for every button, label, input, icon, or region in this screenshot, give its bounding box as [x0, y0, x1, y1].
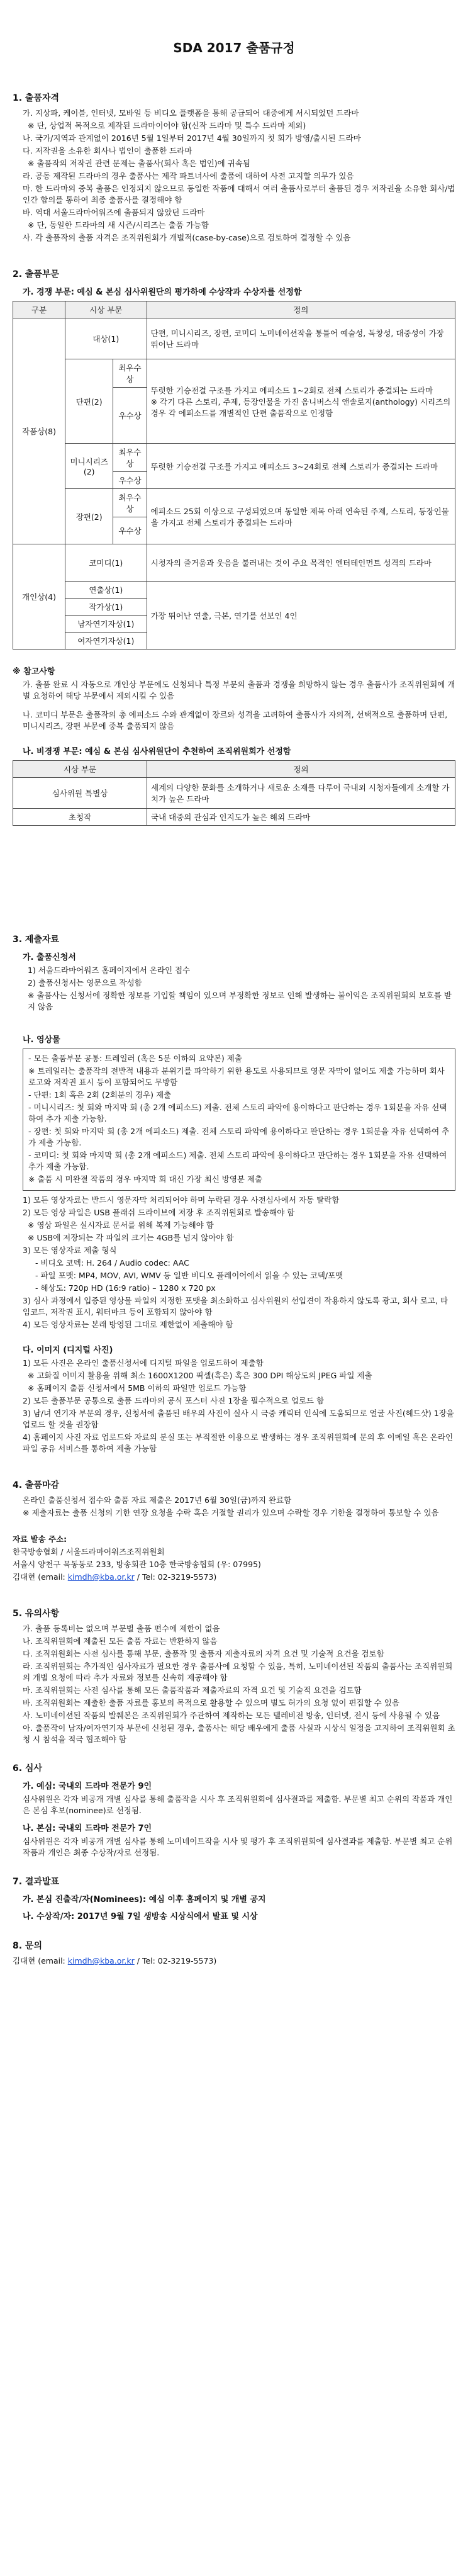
category-cell: 개인상(4)	[13, 544, 65, 650]
paragraph: 심사위원은 각자 비공개 개별 심사를 통해 노미네이트작을 시사 및 평가 후 조직위원회에 심사결과를 제출함. 부문별 최고 순위 작품과 개인은 최종 수상작/자로 선정됨.	[23, 1836, 453, 1857]
paragraph: 나. 조직위원회에 제출된 모든 출품 자료는 반환하지 않음	[23, 1636, 218, 1646]
paragraph: 심사위원은 각자 비공개 개별 심사를 통해 출품작을 시사 후 조직위원회에 심사결과를 제출함. 부문별 최고 순위의 작품과 개인은 본심 후보(nominee)로 선정됨.	[23, 1794, 453, 1815]
section-heading: 4. 출품마감	[13, 1480, 60, 1490]
section-heading: 1. 출품자격	[13, 93, 60, 103]
paragraph: 나. 국가/지역과 관계없이 2016년 5월 1일부터 2017년 4월 30일까지 첫 회가 방영/출시된 드라마	[23, 133, 361, 143]
award-cell: 대상(1)	[65, 318, 147, 359]
definition-text: 뚜렷한 기승전결 구조를 가지고 에피소드 1~2회로 전체 스토리가 종결되는 드라마	[150, 385, 433, 395]
paragraph: 4) 홈페이지 사진 자료 업로드와 자료의 분실 또는 부적절한 이용으로 발생하는 경우 조직위원회에 문의 후 이메일 혹은 온라인 파일 공유 서비스를 통하여 제출 가능함	[23, 1432, 454, 1453]
paragraph: 라. 공동 제작된 드라마의 경우 출품사는 제작 파트너사에 출품에 대하여 사전 고지할 의무가 있음	[23, 171, 354, 181]
award-cell: 장편(2)	[65, 489, 113, 544]
paragraph: 2) 모든 영상 파일은 USB 플래쉬 드라이브에 저장 후 조직위원회로 발송해야 함	[23, 1208, 295, 1217]
contact-line	[13, 1572, 455, 1583]
box-line: - 코미디: 첫 회와 마지막 회 (총 2개 에피소드) 제출. 전체 스토리 파악에 용이하다고 판단하는 경우 1회분을 자유 선택하여 추가 제출 가능함.	[28, 1150, 447, 1171]
subheading: 가. 예심: 국내외 드라마 전문가 9인	[23, 1782, 152, 1791]
subheading: 가. 경쟁 부문: 예심 & 본심 심사위원단의 평가하에 수상작과 수상자를 선정함	[23, 288, 302, 297]
award-cell: 코미디(1)	[65, 544, 147, 582]
definition-cell: 가장 뛰어난 연출, 극본, 연기를 선보인 4인	[147, 582, 455, 650]
paragraph: 바. 조직위원회는 제출한 출품 자료를 홍보의 목적으로 활용할 수 있으며 별도 허가의 요청 없이 편집할 수 있음	[23, 1698, 399, 1707]
grade-cell: 우수상	[113, 472, 147, 489]
box-line: ※ 트레일러는 출품작의 전반적 내용과 분위기를 파악하기 위한 용도로 사용되므로 영문 자막이 없어도 제출 가능하며 회사 로고와 저작권 표시 등이 포함되어도 무방함	[28, 1066, 445, 1087]
contact-line	[13, 1955, 455, 1967]
award-cell: 초청작	[13, 809, 147, 826]
award-cell: 심사위원 특별상	[13, 778, 147, 809]
email-link[interactable]: kimdh@kba.or.kr	[67, 1956, 135, 1966]
subheading: 나. 본심: 국내외 드라마 전문가 7인	[23, 1824, 152, 1833]
note: ※ USB에 저장되는 각 파일의 크기는 4GB를 넘지 않아야 함	[28, 1233, 234, 1242]
section-eligibility	[13, 91, 455, 244]
paragraph: 1) 서울드라마어워즈 홈페이지에서 온라인 접수	[28, 965, 191, 975]
section-heading: 8. 문의	[13, 1941, 42, 1951]
section-categories	[13, 267, 455, 826]
paragraph: 나. 코미디 부문은 출품작의 총 에피소드 수와 관계없이 장르와 성격을 고려하여 출품사가 자의적, 선택적으로 출품하며 단편, 미니시리즈, 장편 부문에 중복 출품되지 않음	[23, 710, 448, 731]
non-competition-table	[13, 760, 455, 826]
paragraph: 1) 모든 영상자료는 반드시 영문자막 처리되어야 하며 누락된 경우 사전심사에서 자동 탈락함	[23, 1195, 340, 1205]
col-header: 구분	[13, 301, 65, 318]
grade-cell: 우수상	[113, 517, 147, 544]
grade-cell: 최우수상	[113, 444, 147, 472]
email-link[interactable]: kimdh@kba.or.kr	[67, 1572, 135, 1582]
paragraph: 다. 저작권을 소유한 회사나 법인이 출품한 드라마	[23, 146, 192, 155]
subheading: 나. 영상물	[23, 1035, 60, 1045]
paragraph: 사. 각 출품작의 출품 자격은 조직위원회가 개별적(case-by-case)으로 검토하여 결정할 수 있음	[23, 233, 351, 242]
box-line: - 미니시리즈: 첫 회와 마지막 회 (총 2개 에피소드) 제출. 전체 스토리 파악에 용이하다고 판단하는 경우 1회분을 자유 선택하여 추가 제출 가능함.	[28, 1103, 447, 1123]
note-heading: ※ 참고사항	[13, 667, 55, 677]
paragraph: 3) 모든 영상자료 제출 형식	[23, 1246, 117, 1255]
col-header: 정의	[147, 301, 455, 318]
subheading: 나. 수상작/자: 2017년 9월 7일 생방송 시상식에서 발표 및 시상	[23, 1912, 258, 1921]
paragraph: 1) 모든 사진은 온라인 출품신청서에 디지털 파일을 업로드하여 제출함	[23, 1358, 264, 1368]
section-results	[13, 1875, 455, 1921]
note: ※ 제출자료는 출품 신청의 기한 연장 요청을 수락 혹은 거절할 권리가 있으며 수락할 경우 기한을 결정하여 통보할 수 있음	[23, 1508, 439, 1517]
note: ※ 단, 동일한 드라마의 새 시즌/시리즈는 출품 가능함	[28, 220, 209, 230]
contact-suffix: / Tel: 02-3219-5573)	[134, 1572, 217, 1582]
award-cell: 연출상(1)	[65, 582, 147, 599]
award-cell: 단편(2)	[65, 359, 113, 444]
address-heading: 자료 발송 주소:	[13, 1534, 67, 1544]
grade-cell: 최우수상	[113, 359, 147, 388]
box-line: - 단편: 1회 혹은 2회 (2회분의 경우) 제출	[28, 1090, 172, 1100]
spec-line: - 비디오 코덱: H. 264 / Audio codec: AAC	[35, 1258, 189, 1268]
paragraph: 사. 노미네이션된 작품의 발췌본은 조직위원회가 주관하여 제작하는 모든 텔레비전 방송, 인터넷, 전시 등에 사용될 수 있음	[23, 1711, 440, 1720]
paragraph: 3) 심사 과정에서 입증된 영상물 파일의 지정한 포맷을 최소화하고 심사위원의 선입견이 작용하지 않도록 광고, 회사 로고, 타임코드, 저작권 표시, 워터마크 등이 포함되지 않아야 함	[23, 1296, 448, 1317]
definition-cell: 시청자의 즐거움과 웃음을 불러내는 것이 주요 목적인 엔터테인먼트 성격의 드라마	[147, 544, 455, 582]
competition-table	[13, 301, 455, 650]
definition-cell: 뚜렷한 기승전결 구조를 가지고 에피소드 3~24회로 전체 스토리가 종결되는 드라마	[147, 444, 455, 489]
note: ※ 출품사는 신청서에 정확한 정보를 기입할 책임이 있으며 부정확한 정보로 인해 발생하는 불이익은 조직위원회의 보호를 받지 않음	[28, 991, 452, 1011]
grade-cell: 최우수상	[113, 489, 147, 517]
paragraph: 바. 역대 서울드라마어워즈에 출품되지 않았던 드라마	[23, 208, 205, 217]
definition-cell: 단편, 미니시리즈, 장편, 코미디 노미네이션작을 통틀어 예술성, 독창성, 대중성이 가장 뛰어난 드라마	[147, 318, 455, 359]
page-title: SDA 2017 출품규정	[173, 40, 295, 55]
box-line: ※ 출품 시 미완결 작품의 경우 마지막 회 대신 가장 최신 방영분 제출	[28, 1174, 263, 1184]
paragraph: 3) 남/녀 연기자 부문의 경우, 신청서에 출품된 배우의 사진이 실사 시 극중 캐릭터 인식에 도움되므로 얼굴 사진(헤드샷) 1장을 업로드 할 것을 권장함	[23, 1409, 454, 1429]
grade-cell: 우수상	[113, 388, 147, 444]
section-heading: 5. 유의사항	[13, 1609, 60, 1619]
section-heading: 7. 결과발표	[13, 1877, 60, 1887]
col-header: 정의	[147, 761, 455, 778]
subheading: 가. 본심 진출작/자(Nominees): 예심 이후 홈페이지 및 개별 공지	[23, 1895, 266, 1904]
section-heading: 6. 심사	[13, 1763, 42, 1774]
contact-prefix: 김대현 (email:	[13, 1956, 68, 1966]
definition-note: ※ 각기 다른 스토리, 주제, 등장인물을 가진 옴니버스식 앤솔로지(anthology) 시리즈의 경우 각 에피소드를 개별적인 단편 출품작으로 인정함	[150, 397, 451, 418]
contact-prefix: 김대현 (email:	[13, 1572, 68, 1582]
paragraph: 가. 지상파, 케이블, 인터넷, 모바일 등 비디오 플랫폼을 통해 공급되어 대중에게 서시되었던 드라마	[23, 108, 359, 118]
definition-cell: 세계의 다양한 문화를 소개하거나 새로운 소재를 다루어 국내외 시청자들에게 소개할 가치가 높은 드라마	[147, 778, 455, 809]
section-heading: 2. 출품부문	[13, 269, 60, 279]
subheading: 나. 비경쟁 부문: 예심 & 본심 심사위원단이 추천하여 조직위원회가 선정함	[23, 747, 291, 756]
award-cell: 여자연기자상(1)	[65, 633, 147, 650]
award-cell: 남자연기자상(1)	[65, 616, 147, 633]
address-line: 한국방송협회 / 서울드라마어워즈조직위원회	[13, 1547, 165, 1556]
col-header: 시상 부문	[65, 301, 147, 318]
col-header: 시상 부문	[13, 761, 147, 778]
subheading: 가. 출품신청서	[23, 953, 76, 962]
note: ※ 출품작의 저작권 관련 문제는 출품사(회사 혹은 법인)에 귀속됨	[28, 159, 250, 168]
definition-cell: 에피소드 25회 이상으로 구성되었으며 동일한 제목 아래 연속된 주제, 스토리, 등장인물을 가지고 전체 스토리가 종결되는 드라마	[147, 489, 455, 544]
definition-cell: 국내 대중의 관심과 인지도가 높은 해외 드라마	[147, 809, 455, 826]
paragraph: 가. 출품 완료 시 자동으로 개인상 부문에도 신청되나 특정 부문의 출품과 경쟁을 희망하지 않는 경우 출품사가 조직위원회에 개별 요청하여 해당 부문에서 제외시킬 수 있음	[23, 680, 455, 700]
award-cell: 작가상(1)	[65, 599, 147, 616]
paragraph: 2) 출품신청서는 영문으로 작성함	[28, 978, 142, 987]
category-cell: 작품상(8)	[13, 318, 65, 544]
box-line: - 장편: 첫 회와 마지막 회 (총 2개 에피소드) 제출. 전체 스토리 파악에 용이하다고 판단하는 경우 1회분을 자유 선택하여 추가 제출 가능함.	[28, 1127, 450, 1147]
address-line: 서울시 양천구 목동동로 233, 방송회관 10층 한국방송협회 (우: 07995)	[13, 1560, 261, 1569]
spec-line: - 해상도: 720p HD (16:9 ratio) – 1280 x 720 px	[35, 1283, 216, 1293]
paragraph: 마. 조직위원회는 사전 심사를 통해 모든 출품작품과 제출자료의 자격 요건 및 기술적 요건을 검토함	[23, 1685, 362, 1695]
section-notes	[13, 1607, 455, 1745]
section-submission	[13, 933, 455, 1454]
spec-line: - 파일 포맷: MP4, MOV, AVI, WMV 등 일반 비디오 플레이어에서 읽을 수 있는 코덱/포맷	[35, 1271, 343, 1280]
section-judging	[13, 1762, 455, 1859]
section-heading: 3. 제출자료	[13, 935, 60, 945]
paragraph: 2) 모든 출품부문 공통으로 출품 드라마의 공식 포스터 사진 1장을 필수적으로 업로드 함	[23, 1396, 325, 1405]
note: ※ 홈페이지 출품 신청서에서 5MB 이하의 파일만 업로드 가능함	[28, 1383, 247, 1393]
paragraph: 마. 한 드라마의 중복 출품은 인정되지 않으므로 동일한 작품에 대해서 여러 출품사로부터 출품된 경우 저작권을 소유한 회사/법인간 합의를 통하여 최종 출품사를 결정해야 함	[23, 184, 455, 205]
paragraph: 아. 출품작이 남자/여자연기자 부문에 신청된 경우, 출품사는 해당 배우에게 출품 사실과 시상식 일정을 고지하여 조직위원회 초청 시 참석을 적극 협조해야 함	[23, 1723, 455, 1744]
definition-cell	[147, 359, 455, 444]
contact-suffix: / Tel: 02-3219-5573)	[134, 1956, 217, 1966]
note: ※ 고화질 이미지 활용을 위해 최소 1600X1200 픽셀(혹은) 혹은 300 DPI 해상도의 JPEG 파일 제출	[28, 1371, 372, 1380]
note: ※ 영상 파일은 실시자료 문서를 위해 복제 가능해야 함	[28, 1220, 214, 1230]
paragraph: 4) 모든 영상자료는 본래 방영된 그대로 제한없이 제출해야 함	[23, 1320, 233, 1329]
paragraph: 가. 출품 등록비는 없으며 부문별 출품 편수에 제한이 없음	[23, 1624, 220, 1633]
subheading: 다. 이미지 (디지털 사진)	[23, 1346, 113, 1355]
video-requirements-box	[23, 1049, 455, 1191]
note: ※ 단, 상업적 목적으로 제작된 드라마이어야 함(신작 드라마 및 특수 드라마 제외)	[28, 121, 306, 130]
box-line: - 모든 출품부문 공통: 트레일러 (혹은 5분 이하의 요약본) 제출	[28, 1054, 242, 1063]
award-cell: 미니시리즈(2)	[65, 444, 113, 489]
section-contact	[13, 1939, 455, 1967]
paragraph: 라. 조직위원회는 추가적인 심사자료가 필요한 경우 출품사에 요청할 수 있음, 특히, 노미네이션된 작품의 출품사는 조직위원회의 개별 요청에 따라 추가 자료와 정보를 신속히 제공해야 함	[23, 1662, 453, 1682]
section-deadline	[13, 1478, 455, 1583]
paragraph: 다. 조직위원회는 사전 심사를 통해 부문, 출품작 및 출품자 제출자료의 자격 요건 및 기술적 요건을 검토함	[23, 1649, 384, 1658]
paragraph: 온라인 출품신청서 접수와 출품 자료 제출은 2017년 6월 30일(금)까지 완료함	[23, 1495, 292, 1505]
